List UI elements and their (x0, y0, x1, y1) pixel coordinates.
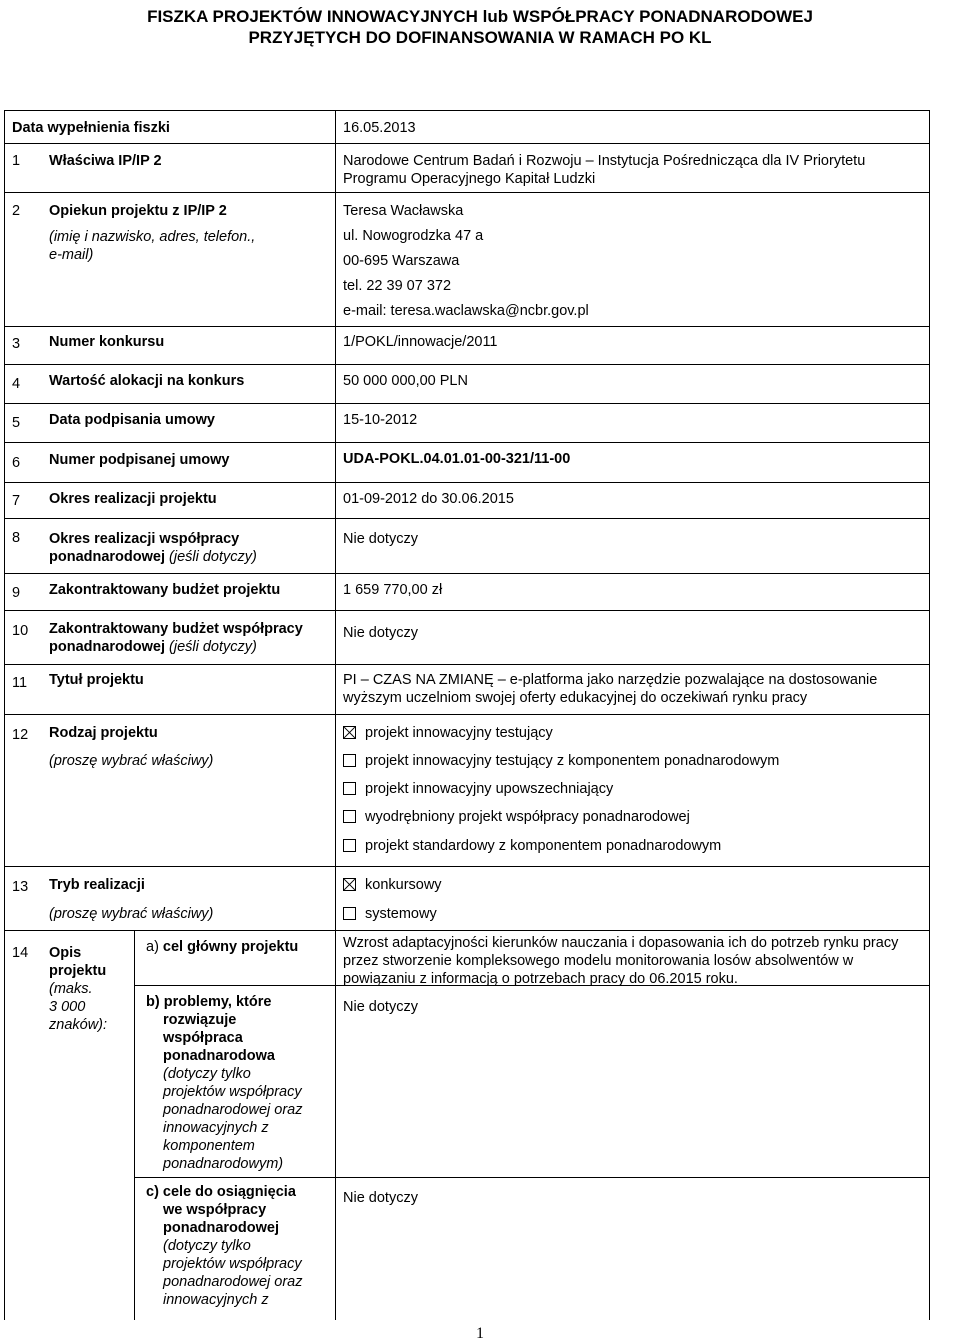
checkbox-empty-icon[interactable] (343, 782, 356, 795)
project-type-option[interactable] (343, 752, 779, 770)
checkbox-checked-icon[interactable] (343, 726, 356, 739)
project-type-option[interactable] (343, 780, 613, 798)
row-divider (4, 364, 930, 365)
row-divider (4, 403, 930, 404)
section-a-prefix: a) (146, 939, 163, 955)
row12-hint: (proszę wybrać właściwy) (49, 753, 214, 769)
row1-value-line2: Programu Operacyjnego Kapitał Ludzki (343, 171, 596, 187)
section-b-label-line1: b) problemy, które (146, 994, 272, 1010)
mode-option[interactable] (343, 905, 437, 923)
page-number: 1 (476, 1325, 484, 1342)
section-b-label-line3: współpraca (163, 1030, 243, 1046)
section-b-label-line8: innowacyjnych z (163, 1120, 269, 1136)
row12-label: Rodzaj projektu (49, 725, 158, 741)
checkbox-empty-icon[interactable] (343, 839, 356, 852)
supervisor-email[interactable]: e-mail: teresa.waclawska@ncbr.gov.pl (343, 303, 589, 319)
section-c-label-line1: c) cele do osiągnięcia (146, 1184, 296, 1200)
checkbox-empty-icon[interactable] (343, 754, 356, 767)
row-number: 11 (12, 675, 28, 691)
supervisor-city: 00-695 Warszawa (343, 253, 460, 269)
section-c-label-line6: ponadnarodowej oraz (163, 1274, 303, 1290)
row-divider (4, 610, 930, 611)
row-number: 7 (12, 493, 21, 509)
row14-label-line2: projektu (49, 963, 107, 979)
section-c-label-line3: ponadnarodowej (163, 1220, 279, 1236)
project-type-option[interactable] (343, 724, 553, 742)
row-divider (4, 143, 930, 144)
row-divider (4, 866, 930, 867)
row2-sublabel-line2: e-mail) (49, 247, 94, 263)
section-c-label-line4: (dotyczy tylko (163, 1238, 251, 1254)
subrow-divider (134, 1177, 930, 1178)
section-a-value-line3: powiązaniu z informacją o potrzebach pracy do 06.2015 roku. (343, 971, 738, 987)
row5-value: 15-10-2012 (343, 412, 418, 428)
row14-label-line5: znaków): (49, 1017, 108, 1033)
date-value: 16.05.2013 (343, 120, 416, 136)
row-number: 12 (12, 727, 29, 743)
row8-label-bold: ponadnarodowej (49, 549, 170, 565)
section-b-label-line6: projektów współpracy (163, 1084, 302, 1100)
document-title-line1: FISZKA PROJEKTÓW INNOWACYJNYCH lub WSPÓŁPRACY PONADNARODOWEJ (147, 7, 813, 26)
supervisor-name: Teresa Wacławska (343, 203, 464, 219)
row10-value: Nie dotyczy (343, 625, 418, 641)
row7-label: Okres realizacji projektu (49, 491, 217, 507)
row8-label-italic: (jeśli dotyczy) (169, 549, 257, 565)
row-divider (4, 664, 930, 665)
row-number: 6 (12, 455, 21, 471)
table-border-right (929, 110, 930, 1320)
section-a-label (146, 938, 298, 956)
checkbox-empty-icon[interactable] (343, 907, 356, 920)
section-b-label-line7: ponadnarodowej oraz (163, 1102, 303, 1118)
row10-label-line2 (49, 638, 257, 656)
row4-label: Wartość alokacji na konkurs (49, 373, 245, 389)
row-number: 5 (12, 415, 21, 431)
row-number: 3 (12, 336, 21, 352)
supervisor-street: ul. Nowogrodzka 47 a (343, 228, 484, 244)
section-a-value-line1: Wzrost adaptacyjności kierunków nauczania i dopasowania ich do potrzeb rynku pracy (343, 935, 899, 951)
section-b-label-line9: komponentem (163, 1138, 255, 1154)
row11-label: Tytuł projektu (49, 672, 144, 688)
row3-value: 1/POKL/innowacje/2011 (343, 334, 498, 350)
section-b-label-line5: (dotyczy tylko (163, 1066, 251, 1082)
option-label: systemowy (365, 906, 437, 922)
option-label: projekt innowacyjny upowszechniający (365, 781, 614, 797)
option-label: wyodrębniony projekt współpracy ponadnarodowej (365, 809, 690, 825)
row10-label-bold: ponadnarodowej (49, 639, 170, 655)
row5-label: Data podpisania umowy (49, 412, 215, 428)
row-number: 8 (12, 530, 21, 546)
section-b-label-line4: ponadnarodowa (163, 1048, 275, 1064)
section-c-value: Nie dotyczy (343, 1190, 418, 1206)
row-divider (4, 192, 930, 193)
option-label: konkursowy (365, 877, 442, 893)
section-b-label-line2: rozwiązuje (163, 1012, 237, 1028)
row1-value-line1: Narodowe Centrum Badań i Rozwoju – Instytucja Pośrednicząca dla IV Priorytetu (343, 153, 866, 169)
checkbox-empty-icon[interactable] (343, 810, 356, 823)
checkbox-checked-icon[interactable] (343, 878, 356, 891)
row-divider (4, 518, 930, 519)
option-label: projekt innowacyjny testujący z komponentem ponadnarodowym (365, 753, 780, 769)
row4-value: 50 000 000,00 PLN (343, 373, 468, 389)
row-divider (4, 482, 930, 483)
row8-label-line2 (49, 548, 257, 566)
section-b-value: Nie dotyczy (343, 999, 418, 1015)
row-number: 10 (12, 623, 29, 639)
column-divider (335, 930, 336, 1320)
row2-sublabel-line1: (imię i nazwisko, adres, telefon., (49, 229, 256, 245)
project-type-option[interactable] (343, 837, 721, 855)
row-number: 4 (12, 376, 21, 392)
section-c-label-line7: innowacyjnych z (163, 1292, 269, 1308)
row6-value: UDA-POKL.04.01.01-00-321/11-00 (343, 451, 571, 467)
row-number: 1 (12, 153, 21, 169)
row14-label-line3: (maks. (49, 981, 93, 997)
section-c-label-line5: projektów współpracy (163, 1256, 302, 1272)
row6-label: Numer podpisanej umowy (49, 452, 230, 468)
section-a-value-line2: przez stworzenie kompleksowego modelu monitorowania losów absolwentów w (343, 953, 854, 969)
table-border-left (4, 110, 5, 1320)
row10-label-line1: Zakontraktowany budżet współpracy (49, 621, 303, 637)
row9-value: 1 659 770,00 zł (343, 582, 443, 598)
column-divider (335, 110, 336, 930)
row11-value-line2: wyższym uczelniom swojej oferty edukacyjnej do oczekiwań rynku pracy (343, 690, 808, 706)
row-divider (4, 714, 930, 715)
row8-label-line1: Okres realizacji współpracy (49, 531, 240, 547)
row11-value-line1: PI – CZAS NA ZMIANĘ – e-platforma jako narzędzie pozwalające na dostosowanie (343, 672, 878, 688)
row-divider (4, 573, 930, 574)
row10-label-italic: (jeśli dotyczy) (169, 639, 257, 655)
row-divider (4, 930, 930, 931)
row8-value: Nie dotyczy (343, 531, 418, 547)
row1-label: Właściwa IP/IP 2 (49, 153, 162, 169)
column-divider (134, 930, 135, 1320)
section-c-label-line2: we współpracy (163, 1202, 267, 1218)
date-label: Data wypełnienia fiszki (12, 120, 170, 136)
row14-label-line4: 3 000 (49, 999, 86, 1015)
row-number: 2 (12, 203, 21, 219)
option-label: projekt standardowy z komponentem ponadnarodowym (365, 838, 722, 854)
row14-label-line1: Opis (49, 945, 82, 961)
row7-value: 01-09-2012 do 30.06.2015 (343, 491, 514, 507)
supervisor-phone: tel. 22 39 07 372 (343, 278, 452, 294)
table-border-top (4, 110, 930, 111)
row-number: 13 (12, 879, 29, 895)
row13-hint: (proszę wybrać właściwy) (49, 906, 214, 922)
row9-label: Zakontraktowany budżet projektu (49, 582, 281, 598)
section-b-label-line10: ponadnarodowym) (163, 1156, 284, 1172)
project-type-option[interactable] (343, 808, 690, 826)
row3-label: Numer konkursu (49, 334, 165, 350)
row13-label: Tryb realizacji (49, 877, 145, 893)
mode-option[interactable] (343, 876, 442, 894)
document-title-line2: PRZYJĘTYCH DO DOFINANSOWANIA W RAMACH PO KL (248, 28, 712, 47)
row-divider (4, 326, 930, 327)
row-number: 14 (12, 945, 29, 961)
option-label: projekt innowacyjny testujący (365, 725, 553, 741)
section-a-label-text (146, 939, 298, 955)
section-a-title: cel główny projektu (162, 939, 299, 955)
row2-label: Opiekun projektu z IP/IP 2 (49, 203, 227, 219)
row-number: 9 (12, 585, 21, 601)
row-divider (4, 442, 930, 443)
